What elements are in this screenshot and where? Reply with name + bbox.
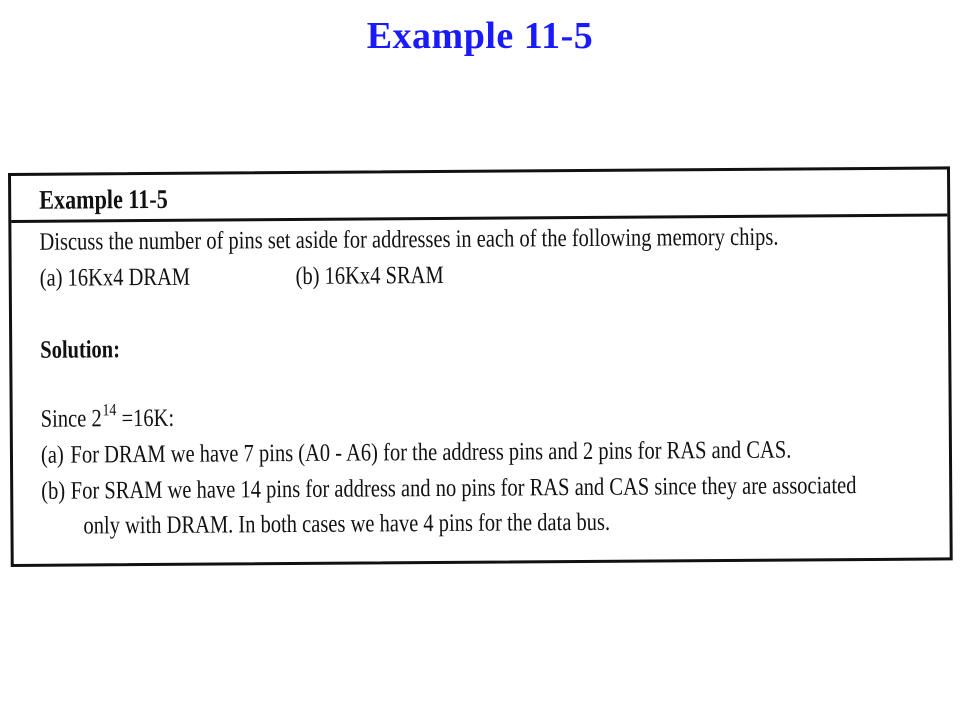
scan-header	[11, 169, 947, 223]
since-line	[40, 400, 175, 434]
answer-a	[41, 437, 792, 470]
scan-header-title: Example 11-5	[39, 183, 168, 215]
solution-heading: Solution:	[40, 336, 121, 364]
answer-a-label: (a)	[40, 441, 64, 469]
answer-a-text: For DRAM we have 7 pins (A0 - A6) for the address pins and 2 pins for RAS and CAS.	[70, 436, 792, 469]
since-prefix: Since 2	[40, 405, 102, 433]
answer-b-continued: only with DRAM. In both cases we have 4 pins for the data bus.	[83, 508, 611, 540]
option-a: (a) 16Kx4 DRAM	[39, 263, 191, 292]
answer-b-label: (b)	[41, 477, 66, 505]
scanned-example-box	[8, 166, 953, 567]
option-b: (b) 16Kx4 SRAM	[295, 261, 444, 290]
answer-b-text-line1: For SRAM we have 14 pins for address and no pins for RAS and CAS since they are associated	[70, 472, 857, 505]
since-suffix: =16K:	[116, 404, 175, 433]
options-row	[40, 260, 713, 293]
since-exponent: 14	[102, 400, 117, 420]
question-text: Discuss the number of pins set aside for addresses in each of the following memory chips.	[39, 223, 779, 256]
answer-b	[41, 472, 856, 506]
slide-title: Example 11-5	[366, 15, 594, 57]
